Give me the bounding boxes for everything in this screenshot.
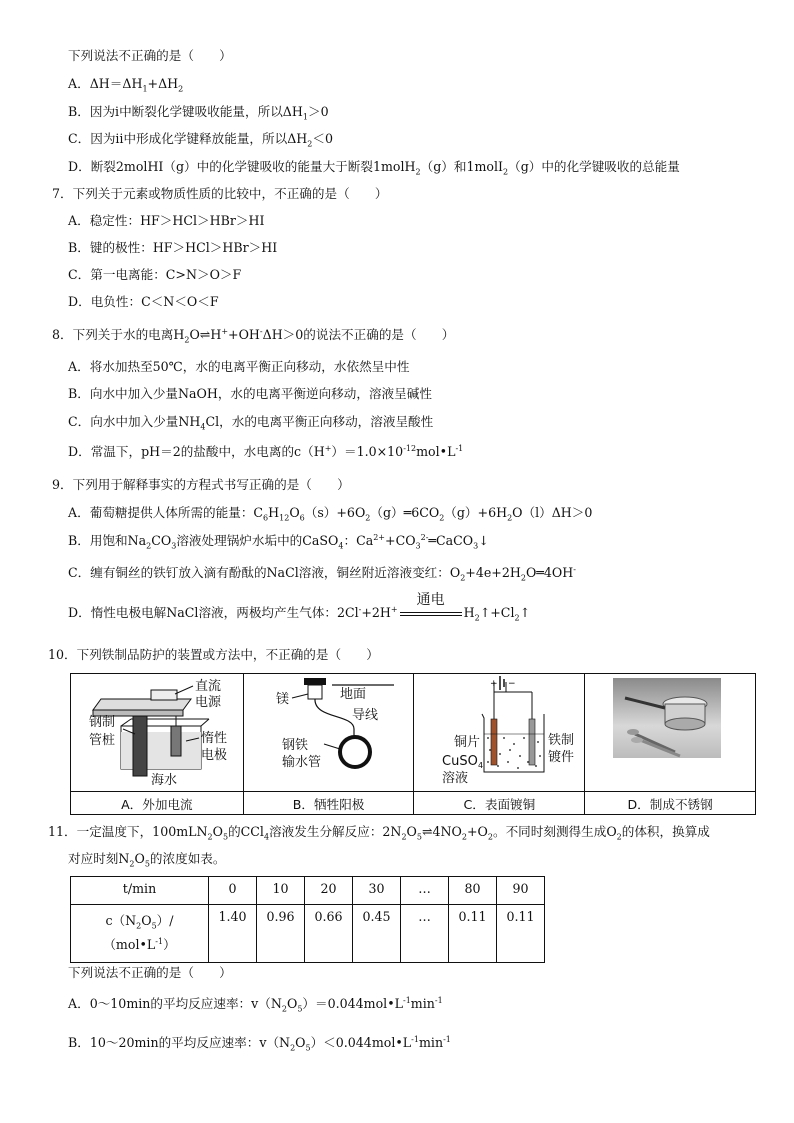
q9-stem: 9．下列用于解释事实的方程式书写正确的是（ ） <box>52 477 350 492</box>
q11-option-a: A．0～10min的平均反应速率：$v(N_2O_5)=0.044mol•L^{-1}\min^{-1}$ <box>68 995 443 1014</box>
table-time-cell: 30 <box>353 877 401 905</box>
table-value-cell: 0.45 <box>353 905 401 963</box>
q9-option-d: D．惰性电极电解NaCl溶液，两极均产生气体：2Cl-+2H+ 通电 $H_2↑+Cl_2↑$ <box>68 591 531 623</box>
table-value-cell: 0.11 <box>497 905 545 963</box>
table-header-time: t/min <box>71 877 209 905</box>
table-value-cell: 0.11 <box>449 905 497 963</box>
figure-b-sacrificial-anode <box>243 674 414 792</box>
q9-option-c: C．缠有铜丝的铁钉放入滴有酚酞的NaCl溶液，铜丝附近溶液变红：$O_2+4e+2H_2O═4OH^-$ <box>68 564 576 583</box>
q11-stem: 11．一定温度下，$100mLN_2O_5$的CCl$_4$溶液发生分解反应：$2N_2O_5\rightleftharpoons 4NO_2+O_2$。不同时刻测得生成$O_2$的体积，换算成 <box>48 824 710 842</box>
svg-text:电极: 电极 <box>201 748 228 763</box>
caption-d: D．制成不锈钢 <box>585 792 756 815</box>
q10-figure-table <box>70 673 756 815</box>
electrolysis-arrow: 通电 <box>400 605 462 623</box>
svg-text:导线: 导线 <box>351 708 378 723</box>
caption-c: C．表面镀铜 <box>414 792 585 815</box>
svg-text:管桩: 管桩 <box>89 733 116 748</box>
svg-text:输水管: 输水管 <box>281 755 321 770</box>
figure-c-copper-plating <box>414 674 585 792</box>
figure-a-impressed-current <box>71 674 244 792</box>
svg-text:电源: 电源 <box>195 695 222 710</box>
table-value-cell: 0.96 <box>257 905 305 963</box>
q11-concentration-table <box>70 876 545 963</box>
table-time-cell: 10 <box>257 877 305 905</box>
svg-text:直流: 直流 <box>195 679 222 694</box>
q7-option-d: D．电负性：C＜N＜O＜F <box>68 294 219 309</box>
svg-text:4: 4 <box>478 761 484 770</box>
svg-text:−: − <box>508 679 517 689</box>
q6-option-b: B．因为ⅰ中断裂化学键吸收能量，所以$\Delta H_1>0$ <box>68 104 329 122</box>
svg-text:地面: 地面 <box>339 687 366 702</box>
svg-text:铜片: 铜片 <box>454 735 481 750</box>
svg-text:CuSO: CuSO <box>442 754 479 769</box>
q9-option-b: B．用饱和$Na_2CO_3$溶液处理锅炉水垢中的CaSO$_4$：$Ca^{2+}+CO_3^{2-}═CaCO_3↓$ <box>68 532 489 551</box>
q8-option-d: D．常温下，pH＝2的盐酸中，水电离的$c(H^+)=1.0\times 10^{-12}mol•L^{-1}$ <box>68 443 464 459</box>
q11-stem-line2: 对应时刻$N_2O_5$的浓度如表。 <box>68 851 226 869</box>
caption-a: A．外加电流 <box>71 792 244 815</box>
table-time-cell: … <box>401 877 449 905</box>
svg-text:海水: 海水 <box>151 773 178 788</box>
q9-option-a: A．葡萄糖提供人体所需的能量：$C_6H_{12}O_6(s)+6O_2(g)═6CO_2(g)+6H_2O(l)\Delta H>0$ <box>68 505 593 523</box>
svg-text:钢铁: 钢铁 <box>281 738 308 753</box>
q7-option-b: B．键的极性：HF＞HCl＞HBr＞HI <box>68 240 278 255</box>
table-header-concentration: $c(N_2O_5)/$ $(mol•L^{-1})$ <box>71 905 209 963</box>
table-value-cell: 1.40 <box>209 905 257 963</box>
table-value-cell: … <box>401 905 449 963</box>
figure-d-stainless-steel-photo <box>585 674 756 792</box>
q6-option-a: A．$\Delta H=\Delta H_1+\Delta H_2$ <box>68 76 184 94</box>
q7-option-c: C．第一电离能：C>N＞O＞F <box>68 267 242 282</box>
q10-stem: 10．下列铁制品防护的装置或方法中，不正确的是（ ） <box>48 647 379 662</box>
table-time-cell: 90 <box>497 877 545 905</box>
q6-option-d: D．断裂2molHI（g）中的化学键吸收的能量大于断裂1molH$_2$（g）和1molI$_2$（g）中的化学键吸收的总能量 <box>68 159 680 177</box>
svg-text:钢制: 钢制 <box>89 715 116 730</box>
q8-stem: 8．下列关于水的电离$H_2O\rightleftharpoons H^++OH^-\Delta H>0$的说法不正确的是（ ） <box>52 326 455 345</box>
svg-text:铁制: 铁制 <box>548 733 575 748</box>
q7-stem: 7．下列关于元素或物质性质的比较中，不正确的是（ ） <box>52 186 388 201</box>
table-time-cell: 80 <box>449 877 497 905</box>
svg-text:镀件: 镀件 <box>548 750 575 765</box>
q11-ask: 下列说法不正确的是（ ） <box>68 965 232 980</box>
q6-option-c: C．因为ⅱ中形成化学键释放能量，所以$\Delta H_2<0$ <box>68 131 333 149</box>
svg-text:+: + <box>490 679 499 689</box>
svg-text:惰性: 惰性 <box>201 731 228 746</box>
q11-option-b: B．10～20min的平均反应速率：$v(N_2O_5)<0.044mol•L^{-1}\min^{-1}$ <box>68 1034 451 1053</box>
table-time-cell: 0 <box>209 877 257 905</box>
q8-option-a: A．将水加热至50℃，水的电离平衡正向移动，水依然呈中性 <box>68 359 410 374</box>
table-value-cell: 0.66 <box>305 905 353 963</box>
q7-option-a: A．稳定性：HF＞HCl＞HBr＞HI <box>68 213 265 228</box>
q8-option-c: C．向水中加入少量$NH_4Cl$，水的电离平衡正向移动，溶液呈酸性 <box>68 414 434 432</box>
svg-text:溶液: 溶液 <box>442 771 469 786</box>
q6-stem: 下列说法不正确的是（ ） <box>68 48 232 63</box>
svg-text:镁: 镁 <box>275 692 289 707</box>
table-time-cell: 20 <box>305 877 353 905</box>
q8-option-b: B．向水中加入少量NaOH，水的电离平衡逆向移动，溶液呈碱性 <box>68 386 432 401</box>
caption-b: B．牺牲阳极 <box>243 792 414 815</box>
